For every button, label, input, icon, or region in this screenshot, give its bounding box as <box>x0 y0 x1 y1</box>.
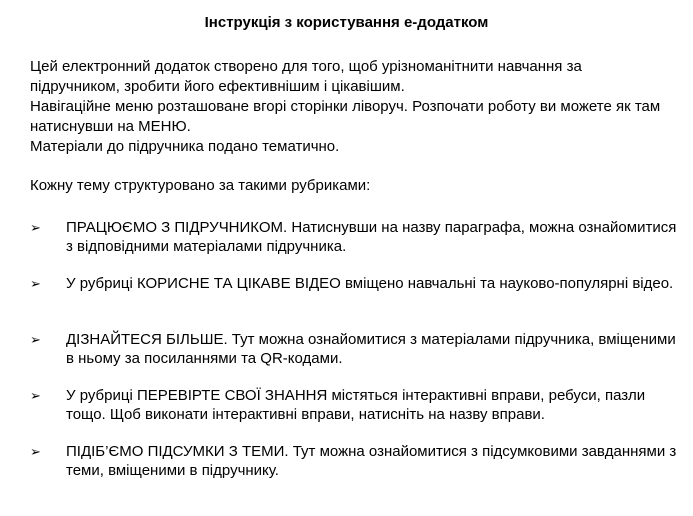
rubric-text-summary: ПІДІБ’ЄМО ПІДСУМКИ З ТЕМИ. Тут можна ознайомитися з підсумковими завданнями з теми, вміщеними в підручнику. <box>66 443 677 479</box>
intro-paragraph-materials: Матеріали до підручника подано тематично. <box>30 138 340 155</box>
arrow-bullet-icon: ➢ <box>30 220 41 235</box>
list-item <box>0 386 693 442</box>
arrow-bullet-icon: ➢ <box>30 444 41 459</box>
page-title: Інструкція з користування е-додатком <box>204 14 489 31</box>
arrow-bullet-icon: ➢ <box>30 276 41 291</box>
list-item <box>0 218 693 274</box>
arrow-bullet-icon: ➢ <box>30 388 41 403</box>
intro-block <box>30 57 670 157</box>
list-item <box>0 330 693 386</box>
intro-paragraph-navigation: Навігаційне меню розташоване вгорі сторінки ліворуч. Розпочати роботу ви можете як там натиснувши на МЕНЮ. <box>30 98 661 135</box>
intro-paragraph-purpose: Цей електронний додаток створено для того, щоб урізноманітнити навчання за підручником, зробити його ефективнішим і цікавішим. <box>30 58 582 95</box>
list-item <box>0 274 693 330</box>
rubric-text-video: У рубриці КОРИСНЕ ТА ЦІКАВЕ ВІДЕО вміщено навчальні та науково-популярні відео. <box>66 275 674 292</box>
rubric-text-textbook: ПРАЦЮЄМО З ПІДРУЧНИКОМ. Натиснувши на назву параграфа, можна ознайомитися з відповідними матеріалами підручника. <box>66 219 677 255</box>
arrow-bullet-icon: ➢ <box>30 332 41 347</box>
rubric-text-learn-more: ДІЗНАЙТЕСЯ БІЛЬШЕ. Тут можна ознайомитися з матеріалами підручника, вміщеними в ньому за посиланнями та QR-кодами. <box>66 331 676 367</box>
rubrics-lead: Кожну тему структуровано за такими рубриками: <box>30 177 371 194</box>
rubrics-list <box>0 218 693 498</box>
rubric-text-check-knowledge: У рубриці ПЕРЕВІРТЕ СВОЇ ЗНАННЯ містяться інтерактивні вправи, ребуси, пазли тощо. Щоб виконати інтерактивні вправи, натисніть на назву вправи. <box>66 387 646 423</box>
list-item <box>0 442 693 498</box>
